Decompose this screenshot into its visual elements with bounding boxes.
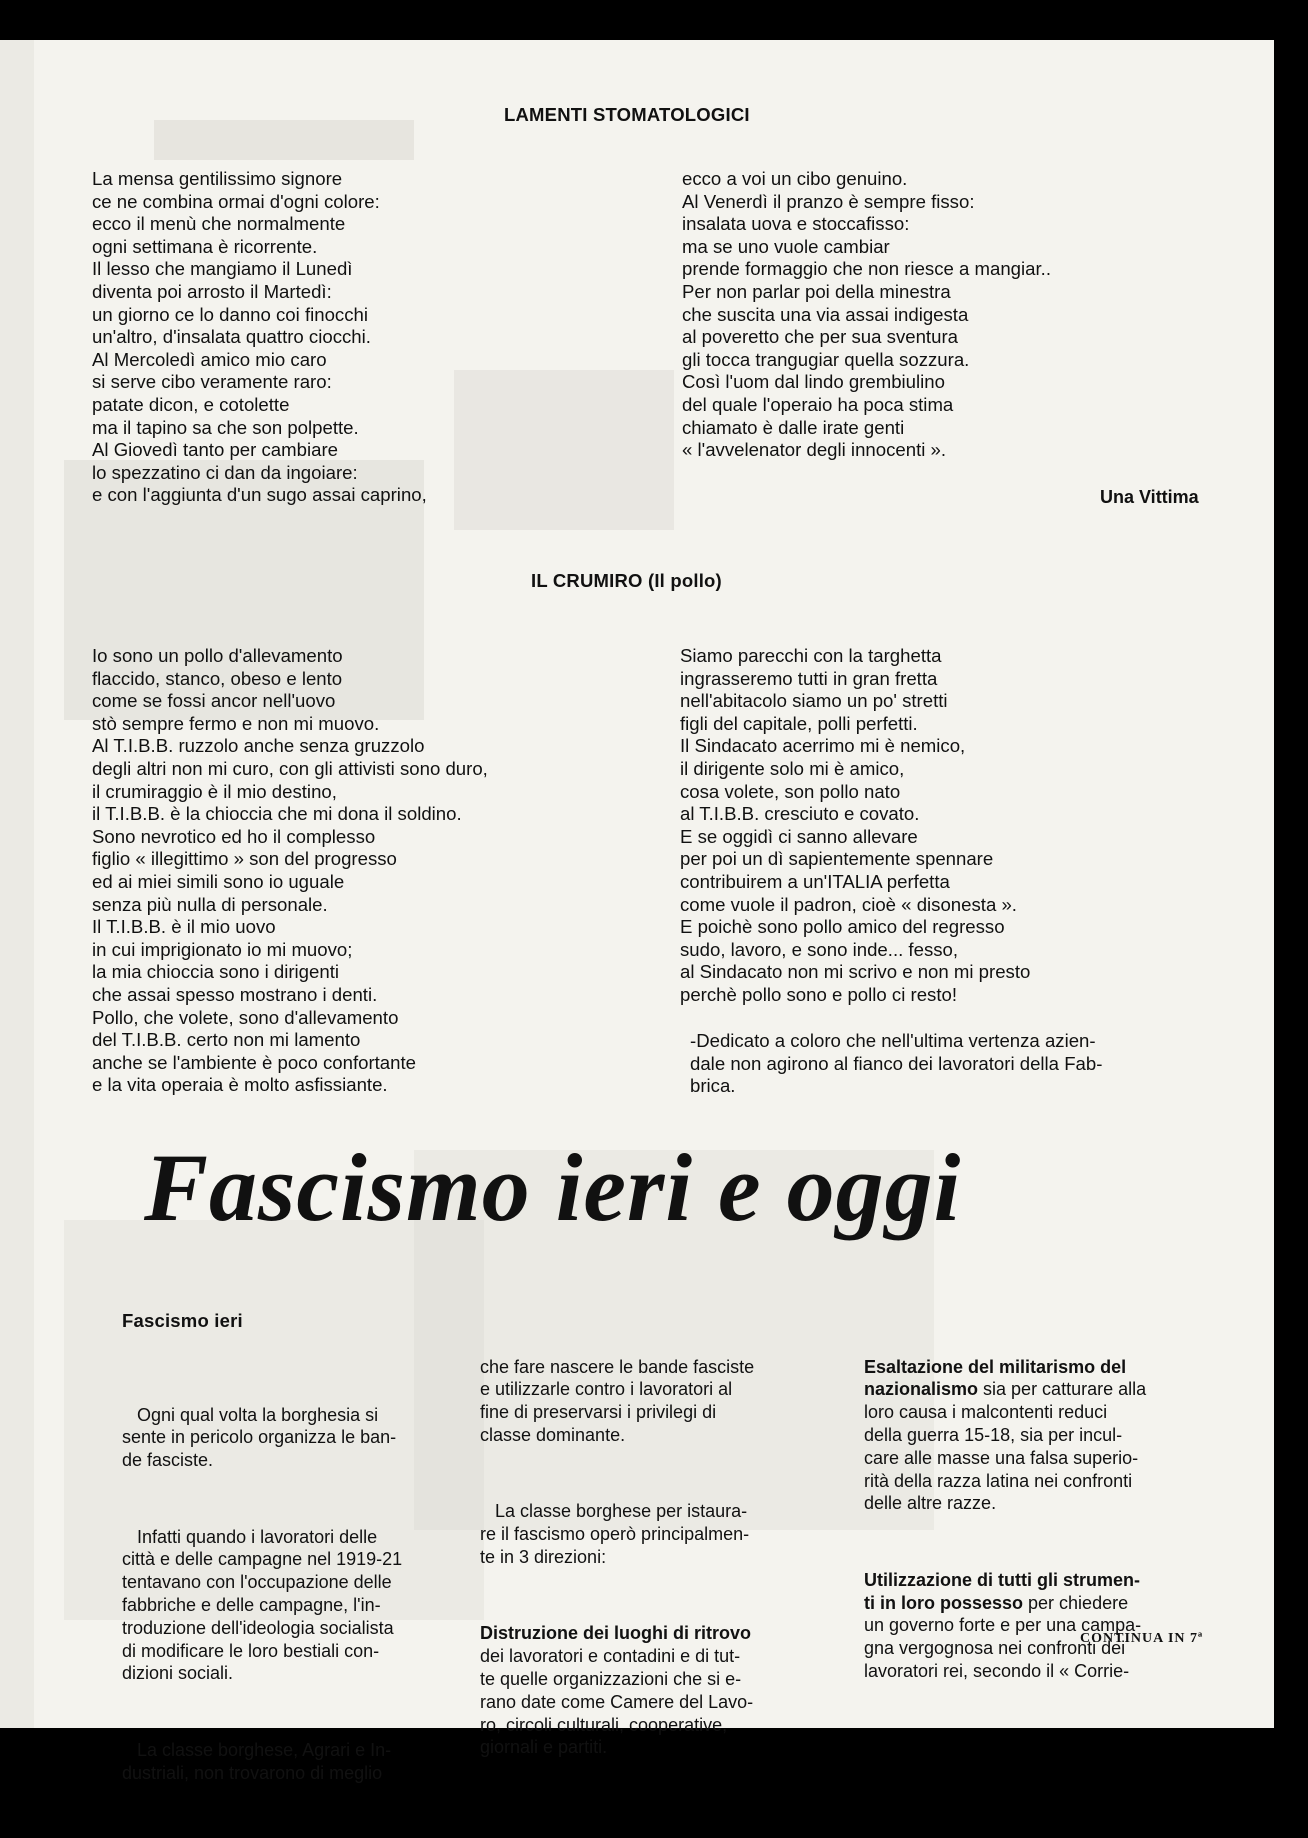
paragraph-text: dei lavoratori e contadini e di tut- te quelle organizzazioni che si e- rano date come Camere del Lavo- ro, circoli culturali, cooperative, giornali e partiti. [480,1646,754,1758]
poem-column-left: Io sono un pollo d'allevamento flaccido, stanco, obeso e lento come se fossi ancor nell'uovo stò sempre fermo e non mi muovo. Al T.I.B.B. ruzzolo anche senza gruzzolo degli altri non mi curo, con gli attivisti sono duro, il crumiraggio è il mio destino, il T.I.B.B. è la chioccia che mi dona il soldino. Sono nevrotico ed ho il complesso figlio « illegittimo » son del progresso ed ai miei simili sono io uguale senza più nulla di personale. Il T.I.B.B. è il mio uovo in cui imprigionato io mi muovo; la mia chioccia sono i dirigenti che assai spesso mostrano i denti. Pollo, che volete, sono d'allevamento del T.I.B.B. certo non mi lamento anche se l'ambiente è poco confortante e la vita operaia è molto asfissiante. [92,645,488,1096]
paragraph: Infatti quando i lavoratori delle città e delle campagne nel 1919-21 tentavano con l'occupazione delle fabbriche e delle campagne, l'in- troduzione dell'ideologia socialista di modificare le loro bestiali con- dizioni sociali. [122,1526,403,1684]
poem-signature: Una Vittima [1100,487,1199,507]
continued-note: CONTINUA IN 7ª [1080,1631,1204,1646]
poem-column-left: La mensa gentilissimo signore ce ne combina ormai d'ogni colore: ecco il menù che normalmente ogni settimana è ricorrente. Il lesso che mangiamo il Lunedì diventa poi arrosto il Martedì: un giorno ce lo danno coi finocchi un'altro, d'insalata quattro ciocchi. Al Mercoledì amico mio caro si serve cibo veramente raro: patate dicon, e cotolette ma il tapino sa che son polpette. Al Giovedì tanto per cambiare lo spezzatino ci dan da ingoiare: e con l'aggiunta d'un sugo assai caprino, [92,168,427,506]
adjacent-page-edge [0,40,37,1728]
poem-column-right: ecco a voi un cibo genuino. Al Venerdì il pranzo è sempre fisso: insalata uova e stoccafisso: ma se uno vuole cambiar prende formaggio che non riesce a mangiar.. Per non parlar poi della minestra che suscita una via assai indigesta al poveretto che per sua sventura gli tocca trangugiar quella sozzura. Così l'uom dal lindo grembiulino del quale l'operaio ha poca stima chiamato è dalle irate genti « l'avvelenator degli innocenti ». [682,168,1051,461]
paragraph [864,1356,1146,1516]
paragraph: Ogni qual volta la borghesia si sente in pericolo organizza le ban- de fasciste. [122,1404,397,1471]
poem-title: LAMENTI STOMATOLOGICI [504,104,750,125]
poem-dedication: -Dedicato a coloro che nell'ultima vertenza azien- dale non agirono al fianco dei lavoratori della Fab- brica. [690,1030,1103,1097]
article-column-1 [122,1358,402,1838]
bleed-through-photo-top-mid [454,370,674,530]
magazine-page [34,40,1274,1783]
paragraph: che fare nascere le bande fasciste e utilizzarle contro i lavoratori al fine di preservarsi i privilegi di classe dominante. [480,1356,755,1445]
bold-lead: Utilizzazione di tutti gli strumen- ti in loro possesso [864,1569,1140,1613]
paragraph [480,1622,754,1759]
paragraph-text: per chiedere un governo forte e per una campa- gna vergognosa nei confronti dei lavoratori rei, secondo il « Corrie- [864,1592,1142,1681]
article-column-3 [864,1310,1146,1736]
paragraph-text: sia per catturare alla loro causa i malcontenti reduci della guerra 15-18, sia per incul- care alle masse una falsa superio- rità della razza latina nei confronti delle altre razze. [864,1379,1147,1514]
article-column-2 [480,1310,754,1813]
article-section-heading: Fascismo ieri [122,1310,243,1331]
bleed-through-headline-shape [154,120,414,160]
bold-lead: Distruzione dei luoghi di ritrovo [480,1623,752,1644]
paragraph: La classe borghese per istaura- re il fascismo operò principalmen- te in 3 direzioni: [480,1501,750,1567]
paragraph: La classe borghese, Agrari e In- dustriali, non trovarono di meglio [122,1739,392,1783]
poem-column-right: Siamo parecchi con la targhetta ingrasseremo tutti in gran fretta nell'abitacolo siamo un po' stretti figli del capitale, polli perfetti. Il Sindacato acerrimo mi è nemico, il dirigente solo mi è amico, cosa volete, son pollo nato al T.I.B.B. cresciuto e covato. E se oggidì ci sanno allevare per poi un dì sapientemente spennare contribuirem a un'ITALIA perfetta come vuole il padron, cioè « disonesta ». E poichè sono pollo amico del regresso sudo, lavoro, e sono inde... fesso, al Sindacato non mi scrivo e non mi presto perchè pollo sono e pollo ci resto! [680,645,1031,1005]
poem-title: IL CRUMIRO (Il pollo) [531,570,722,591]
article-headline: Fascismo ieri e oggi [144,1134,962,1241]
bold-lead: Esaltazione del militarismo del nazionalismo [864,1356,1127,1400]
paragraph [864,1569,1146,1683]
